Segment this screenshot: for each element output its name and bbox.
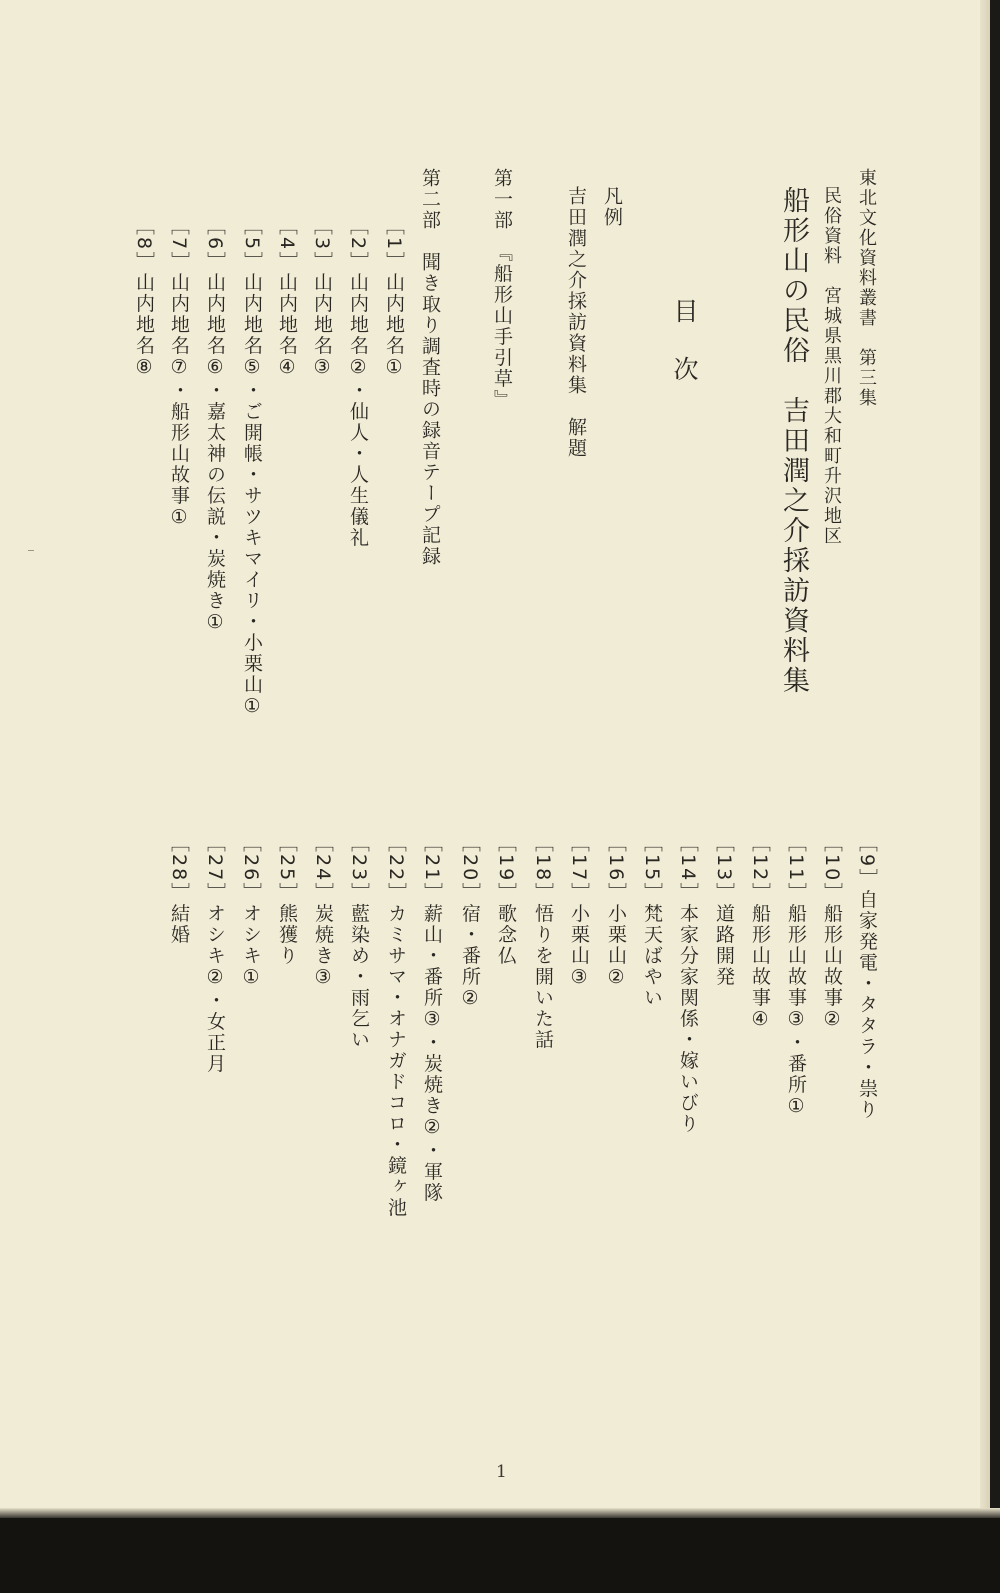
toc-entry-label: 自家発電・タタラ・祟り bbox=[856, 889, 878, 1121]
toc-entry-label: 山内地名⑧ bbox=[133, 272, 155, 381]
page-speck bbox=[28, 550, 34, 551]
toc-entry-number: ［17］ bbox=[568, 833, 590, 904]
toc-entry-label: 船形山故事④ bbox=[749, 903, 771, 1033]
toc-entry-number: ［15］ bbox=[641, 833, 663, 904]
toc-entry-28[interactable] bbox=[169, 833, 188, 945]
book-title: 船形山の民俗 吉田潤之介採訪資料集 bbox=[778, 186, 809, 696]
toc-entry-1[interactable] bbox=[384, 216, 403, 380]
toc-entry-23[interactable] bbox=[349, 833, 368, 1050]
toc-entry-19[interactable] bbox=[496, 833, 515, 966]
toc-entry-13[interactable] bbox=[714, 833, 733, 987]
toc-entry-number: ［6］ bbox=[204, 216, 226, 273]
toc-entry-2[interactable] bbox=[348, 216, 367, 548]
toc-front-matter-1[interactable]: 凡例 bbox=[601, 186, 623, 228]
toc-entry-9[interactable] bbox=[857, 833, 876, 1120]
toc-entry-24[interactable] bbox=[313, 833, 332, 990]
toc-entry-label: 悟りを開いた話 bbox=[532, 903, 554, 1051]
toc-entry-3[interactable] bbox=[312, 216, 331, 380]
page-number: 1 bbox=[496, 1462, 507, 1482]
toc-entry-7[interactable] bbox=[169, 216, 188, 530]
toc-entry-number: ［22］ bbox=[385, 833, 407, 904]
toc-entry-label: 歌念仏 bbox=[495, 903, 517, 967]
toc-heading-2: 次 bbox=[670, 356, 699, 383]
toc-entry-label: オシキ① bbox=[240, 903, 262, 991]
toc-entry-12[interactable] bbox=[750, 833, 769, 1032]
toc-heading-1: 目 bbox=[670, 298, 699, 325]
toc-entry-number: ［14］ bbox=[677, 833, 699, 904]
toc-entry-number: ［27］ bbox=[204, 833, 226, 904]
toc-entry-number: ［9］ bbox=[856, 833, 878, 890]
page-bottom-edge bbox=[0, 1508, 1000, 1518]
toc-entry-number: ［21］ bbox=[421, 833, 443, 904]
toc-entry-number: ［7］ bbox=[168, 216, 190, 273]
toc-part-1[interactable]: 第一部 『船形山手引草』 bbox=[491, 168, 513, 411]
toc-entry-label: 山内地名②・仙人・人生儀礼 bbox=[347, 272, 369, 549]
toc-entry-number: ［26］ bbox=[240, 833, 262, 904]
toc-entry-label: 船形山故事③・番所① bbox=[785, 903, 807, 1120]
toc-entry-22[interactable] bbox=[386, 833, 405, 1218]
toc-entry-number: ［5］ bbox=[241, 216, 263, 273]
toc-entry-label: 宿・番所② bbox=[459, 903, 481, 1012]
toc-entry-label: 道路開発 bbox=[713, 903, 735, 988]
toc-entry-number: ［2］ bbox=[347, 216, 369, 273]
toc-front-matter-2[interactable]: 吉田潤之介採訪資料集 解題 bbox=[565, 186, 587, 459]
toc-part-2[interactable]: 第二部 聞き取り調査時の録音テープ記録 bbox=[419, 168, 441, 567]
toc-entry-number: ［24］ bbox=[312, 833, 334, 904]
toc-entry-11[interactable] bbox=[786, 833, 805, 1119]
toc-entry-number: ［28］ bbox=[168, 833, 190, 904]
toc-entry-number: ［25］ bbox=[276, 833, 298, 904]
toc-entry-26[interactable] bbox=[241, 833, 260, 990]
toc-entry-number: ［13］ bbox=[713, 833, 735, 904]
toc-entry-number: ［16］ bbox=[605, 833, 627, 904]
toc-entry-number: ［20］ bbox=[459, 833, 481, 904]
toc-entry-number: ［8］ bbox=[133, 216, 155, 273]
page-spine-edge bbox=[980, 0, 990, 1518]
toc-entry-label: オシキ②・女正月 bbox=[204, 903, 226, 1075]
toc-entry-label: 梵天ばやい bbox=[641, 903, 663, 1009]
toc-entry-number: ［10］ bbox=[821, 833, 843, 904]
toc-entry-label: 本家分家関係・嫁いびり bbox=[677, 903, 699, 1135]
toc-entry-label: 炭焼き③ bbox=[312, 903, 334, 991]
toc-entry-5[interactable] bbox=[242, 216, 261, 719]
scan-background-strip bbox=[0, 1518, 1000, 1593]
toc-entry-number: ［19］ bbox=[495, 833, 517, 904]
toc-entry-8[interactable] bbox=[134, 216, 153, 380]
toc-entry-label: 山内地名③ bbox=[311, 272, 333, 381]
toc-entry-label: 山内地名④ bbox=[276, 272, 298, 381]
toc-entry-4[interactable] bbox=[277, 216, 296, 380]
toc-entry-label: 船形山故事② bbox=[821, 903, 843, 1033]
toc-entry-label: 小栗山③ bbox=[568, 903, 590, 991]
toc-entry-label: 薪山・番所③・炭焼き②・軍隊 bbox=[421, 903, 443, 1204]
toc-entry-number: ［3］ bbox=[311, 216, 333, 273]
toc-entry-number: ［18］ bbox=[532, 833, 554, 904]
toc-entry-label: 結婚 bbox=[168, 903, 190, 946]
toc-entry-label: 山内地名⑤・ご開帳・サツキマイリ・小栗山① bbox=[241, 272, 263, 720]
toc-entry-18[interactable] bbox=[533, 833, 552, 1050]
toc-entry-10[interactable] bbox=[822, 833, 841, 1032]
series-title: 東北文化資料叢書 第三集 bbox=[856, 168, 877, 408]
toc-entry-27[interactable] bbox=[205, 833, 224, 1074]
toc-entry-label: 熊獲り bbox=[276, 903, 298, 967]
toc-entry-label: カミサマ・オナガドコロ・鏡ヶ池 bbox=[385, 903, 407, 1219]
toc-entry-number: ［4］ bbox=[276, 216, 298, 273]
toc-entry-number: ［1］ bbox=[383, 216, 405, 273]
toc-entry-label: 藍染め・雨乞い bbox=[348, 903, 370, 1051]
toc-entry-6[interactable] bbox=[205, 216, 224, 635]
toc-entry-label: 山内地名⑦・船形山故事① bbox=[168, 272, 190, 531]
toc-entry-21[interactable] bbox=[422, 833, 441, 1203]
toc-entry-number: ［11］ bbox=[785, 833, 807, 904]
subtitle: 民俗資料 宮城県黒川郡大和町升沢地区 bbox=[821, 186, 842, 546]
toc-entry-label: 山内地名① bbox=[383, 272, 405, 381]
toc-entry-25[interactable] bbox=[277, 833, 296, 966]
toc-entry-label: 小栗山② bbox=[605, 903, 627, 991]
toc-entry-16[interactable] bbox=[606, 833, 625, 990]
toc-entry-label: 山内地名⑥・嘉太神の伝説・炭焼き① bbox=[204, 272, 226, 636]
toc-entry-number: ［23］ bbox=[348, 833, 370, 904]
toc-entry-14[interactable] bbox=[678, 833, 697, 1134]
toc-entry-17[interactable] bbox=[569, 833, 588, 990]
toc-entry-20[interactable] bbox=[460, 833, 479, 1011]
toc-entry-15[interactable] bbox=[642, 833, 661, 1008]
toc-entry-number: ［12］ bbox=[749, 833, 771, 904]
